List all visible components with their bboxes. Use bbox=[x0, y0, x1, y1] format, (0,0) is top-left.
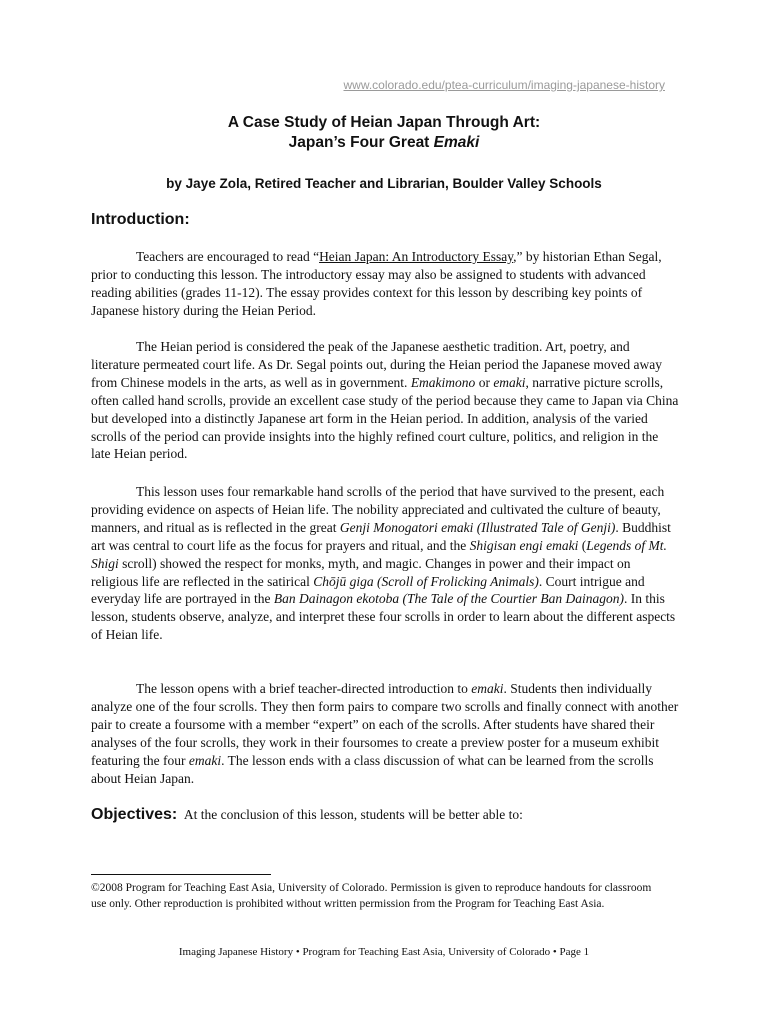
p4-italic-2: emaki bbox=[188, 752, 222, 768]
introduction-heading: Introduction: bbox=[91, 211, 190, 228]
p3-text-f: . In this lesson, students observe, analyze, and interpret these four scrolls in order to learn about the different aspects of Heian life. bbox=[91, 591, 676, 643]
p1-text-a: Teachers are encouraged to read “ bbox=[136, 249, 320, 264]
p2-italic-2: emaki bbox=[493, 374, 526, 390]
intro-paragraph-2 bbox=[91, 338, 681, 463]
p3-text-d: scroll) showed the respect for monks, myth, and magic. Changes in power and their impact on religious life are reflected in the satirical bbox=[91, 555, 631, 589]
essay-link[interactable]: Heian Japan: An Introductory Essay bbox=[319, 249, 514, 264]
footnote: ©2008 Program for Teaching East Asia, University of Colorado. Permission is given to reproduce handouts for classroom use only. Other reproduction is prohibited without written permission from the Program for Teaching East Asia. bbox=[91, 882, 652, 910]
title-line-2-text: Japan’s Four Great bbox=[288, 134, 434, 151]
document-title bbox=[0, 113, 768, 153]
p4-text-a: The lesson opens with a brief teacher-directed introduction to bbox=[136, 681, 472, 696]
p3-italic-4: Chōjū giga (Scroll of Frolicking Animals) bbox=[313, 573, 539, 589]
p4-text-b: . Students then individually analyze one of the four scrolls. They then form pairs to compare two scrolls and finally connect with another pair to create a foursome with a member “expert” on each of the scrolls. After students have shared their analyses of the four scrolls, they work in their foursomes to create a preview poster for a museum exhibit featuring the four bbox=[91, 681, 679, 768]
p2-text-b: or bbox=[475, 374, 494, 390]
intro-paragraph-3 bbox=[91, 483, 681, 644]
p1-text-b: ,” by historian Ethan Segal, prior to conducting this lesson. The introductory essay may also be assigned to students with advanced reading abilities (grades 11-12). The essay provides context for this lesson by describing key points of Japanese history during the Heian Period. bbox=[91, 249, 662, 318]
title-line-2 bbox=[0, 133, 768, 153]
p3-italic-5: Ban Dainagon ekotoba (The Tale of the Courtier Ban Dainagon) bbox=[273, 591, 625, 607]
p3-text-e: . Court intrigue and everyday life are portrayed in the bbox=[91, 573, 645, 607]
p4-text-c: . The lesson ends with a class discussion of what can be learned from the scrolls about Heian Japan. bbox=[91, 752, 654, 786]
title-line-1: A Case Study of Heian Japan Through Art: bbox=[227, 114, 541, 131]
intro-paragraph-4 bbox=[91, 680, 681, 787]
author-line: by Jaye Zola, Retired Teacher and Librarian, Boulder Valley Schools bbox=[166, 176, 602, 191]
objectives-heading: Objectives: bbox=[91, 806, 178, 823]
p2-text-c: , narrative picture scrolls, often called hand scrolls, provide an excellent case study of the period because they came to Japan via China but developed into a distinctly Japanese art form in the Heian period. In addition, analysis of the varied scrolls of the period can provide insights into the highly refined court culture, politics, and religion in the late Heian period. bbox=[91, 374, 679, 462]
p3-text-a: This lesson uses four remarkable hand scrolls of the period that have survived to the present, each providing evidence on aspects of Heian life. The nobility appreciated and cultivated the culture of beauty, manners, and ritual as is reflected in the great bbox=[91, 484, 665, 535]
source-url-link[interactable]: www.colorado.edu/ptea-curriculum/imaging-japanese-history bbox=[343, 78, 665, 92]
p3-italic-3: Legends of Mt. Shigi bbox=[91, 537, 667, 571]
objectives-text: At the conclusion of this lesson, students will be better able to: bbox=[183, 807, 523, 822]
p2-text-a: The Heian period is considered the peak of the Japanese aesthetic tradition. Art, poetry, and literature permeated court life. As Dr. Segal points out, during the Heian period the Japanese moved away from Chinese models in the arts, as well as in government. bbox=[91, 339, 662, 390]
p4-italic-1: emaki bbox=[471, 681, 504, 696]
p3-italic-2: Shigisan engi emaki bbox=[469, 537, 579, 553]
p3-text-b: . Buddhist art was central to court life as the focus for prayers and ritual, and the bbox=[91, 519, 671, 553]
title-line-2-emaki: Emaki bbox=[433, 134, 480, 151]
page-footer: Imaging Japanese History • Program for Teaching East Asia, University of Colorado • Page 1 bbox=[178, 946, 590, 958]
p3-text-c: ( bbox=[578, 537, 587, 553]
objectives-line bbox=[91, 806, 691, 824]
p2-italic-1: Emakimono bbox=[410, 374, 476, 390]
p3-italic-1: Genji Monogatori emaki (Illustrated Tale of Genji) bbox=[339, 519, 616, 535]
intro-paragraph-1 bbox=[91, 248, 681, 320]
footnote-divider bbox=[91, 874, 271, 875]
